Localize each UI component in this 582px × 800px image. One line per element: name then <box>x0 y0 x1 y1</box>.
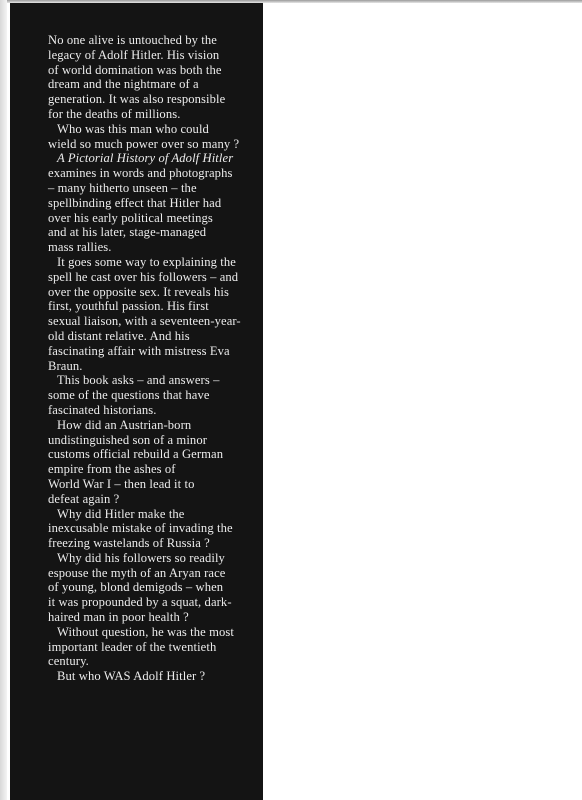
paragraph-important-leader <box>48 625 260 669</box>
text-line: first, youthful passion. His first <box>48 299 209 314</box>
text-line: customs official rebuild a German <box>48 447 224 462</box>
text-line: of world domination was both the <box>48 62 222 77</box>
text-line: inexcusable mistake of invading the <box>48 521 233 536</box>
blurb-text <box>48 33 260 684</box>
text-line: over the opposite sex. It reveals his <box>48 284 230 299</box>
paragraph-pictorial-history <box>48 151 260 255</box>
paragraph-book-asks <box>48 373 260 417</box>
text-line: This book asks – and answers – <box>57 373 220 388</box>
paragraph-spell <box>48 255 260 373</box>
text-line: over his early political meetings <box>48 210 213 225</box>
text-line: World War I – then lead it to <box>48 476 195 491</box>
text-line: generation. It was also responsible <box>48 92 226 107</box>
text-line: Why did his followers so readily <box>57 550 225 565</box>
paragraph-russia <box>48 507 260 551</box>
paragraph-aryan-myth <box>48 551 260 625</box>
text-line: spellbinding effect that Hitler had <box>48 195 222 210</box>
text-line: How did an Austrian-born <box>57 417 192 432</box>
text-line: century. <box>48 654 89 669</box>
text-line: for the deaths of millions. <box>48 106 181 121</box>
text-line: Why did Hitler make the <box>57 506 185 521</box>
text-line: fascinated historians. <box>48 402 157 417</box>
text-line: dream and the nightmare of a <box>48 77 199 92</box>
text-line: haired man in poor health ? <box>48 610 189 625</box>
text-line: Who was this man who could <box>57 121 209 136</box>
text-line: It goes some way to explaining the <box>57 254 236 269</box>
text-line: Without question, he was the most <box>57 624 234 639</box>
text-line: legacy of Adolf Hitler. His vision <box>48 47 220 62</box>
text-line: No one alive is untouched by the <box>48 33 217 47</box>
scan-edge-left <box>0 0 7 800</box>
text-line: Braun. <box>48 358 83 373</box>
text-line: and at his later, stage-managed <box>48 225 207 240</box>
text-line: it was propounded by a squat, dark- <box>48 595 232 610</box>
paragraph-closing-question <box>48 669 260 684</box>
text-line: – many hitherto unseen – the <box>48 180 197 195</box>
text-line: of young, blond demigods – when <box>48 580 224 595</box>
text-line: fascinating affair with mistress Eva <box>48 343 230 358</box>
text-line: old distant relative. And his <box>48 328 190 343</box>
text-line: freezing wastelands of Russia ? <box>48 536 210 551</box>
text-line: examines in words and photographs <box>48 166 233 181</box>
paragraph-who-was <box>48 122 260 152</box>
text-line: spell he cast over his followers – and <box>48 269 239 284</box>
text-line: defeat again ? <box>48 491 120 506</box>
text-line: espouse the myth of an Aryan race <box>48 565 226 580</box>
paragraph-intro <box>48 33 260 122</box>
text-line: mass rallies. <box>48 240 112 255</box>
paragraph-austrian-born <box>48 418 260 507</box>
text-line: wield so much power over so many ? <box>48 136 240 151</box>
text-line: undistinguished son of a minor <box>48 432 208 447</box>
text-line: important leader of the twentieth <box>48 639 217 654</box>
text-line: empire from the ashes of <box>48 462 176 477</box>
text-line: sexual liaison, with a seventeen-year- <box>48 314 241 329</box>
book-title: A Pictorial History of Adolf Hitler <box>57 151 234 166</box>
text-line: some of the questions that have <box>48 388 210 403</box>
text-line: But who WAS Adolf Hitler ? <box>57 669 206 684</box>
